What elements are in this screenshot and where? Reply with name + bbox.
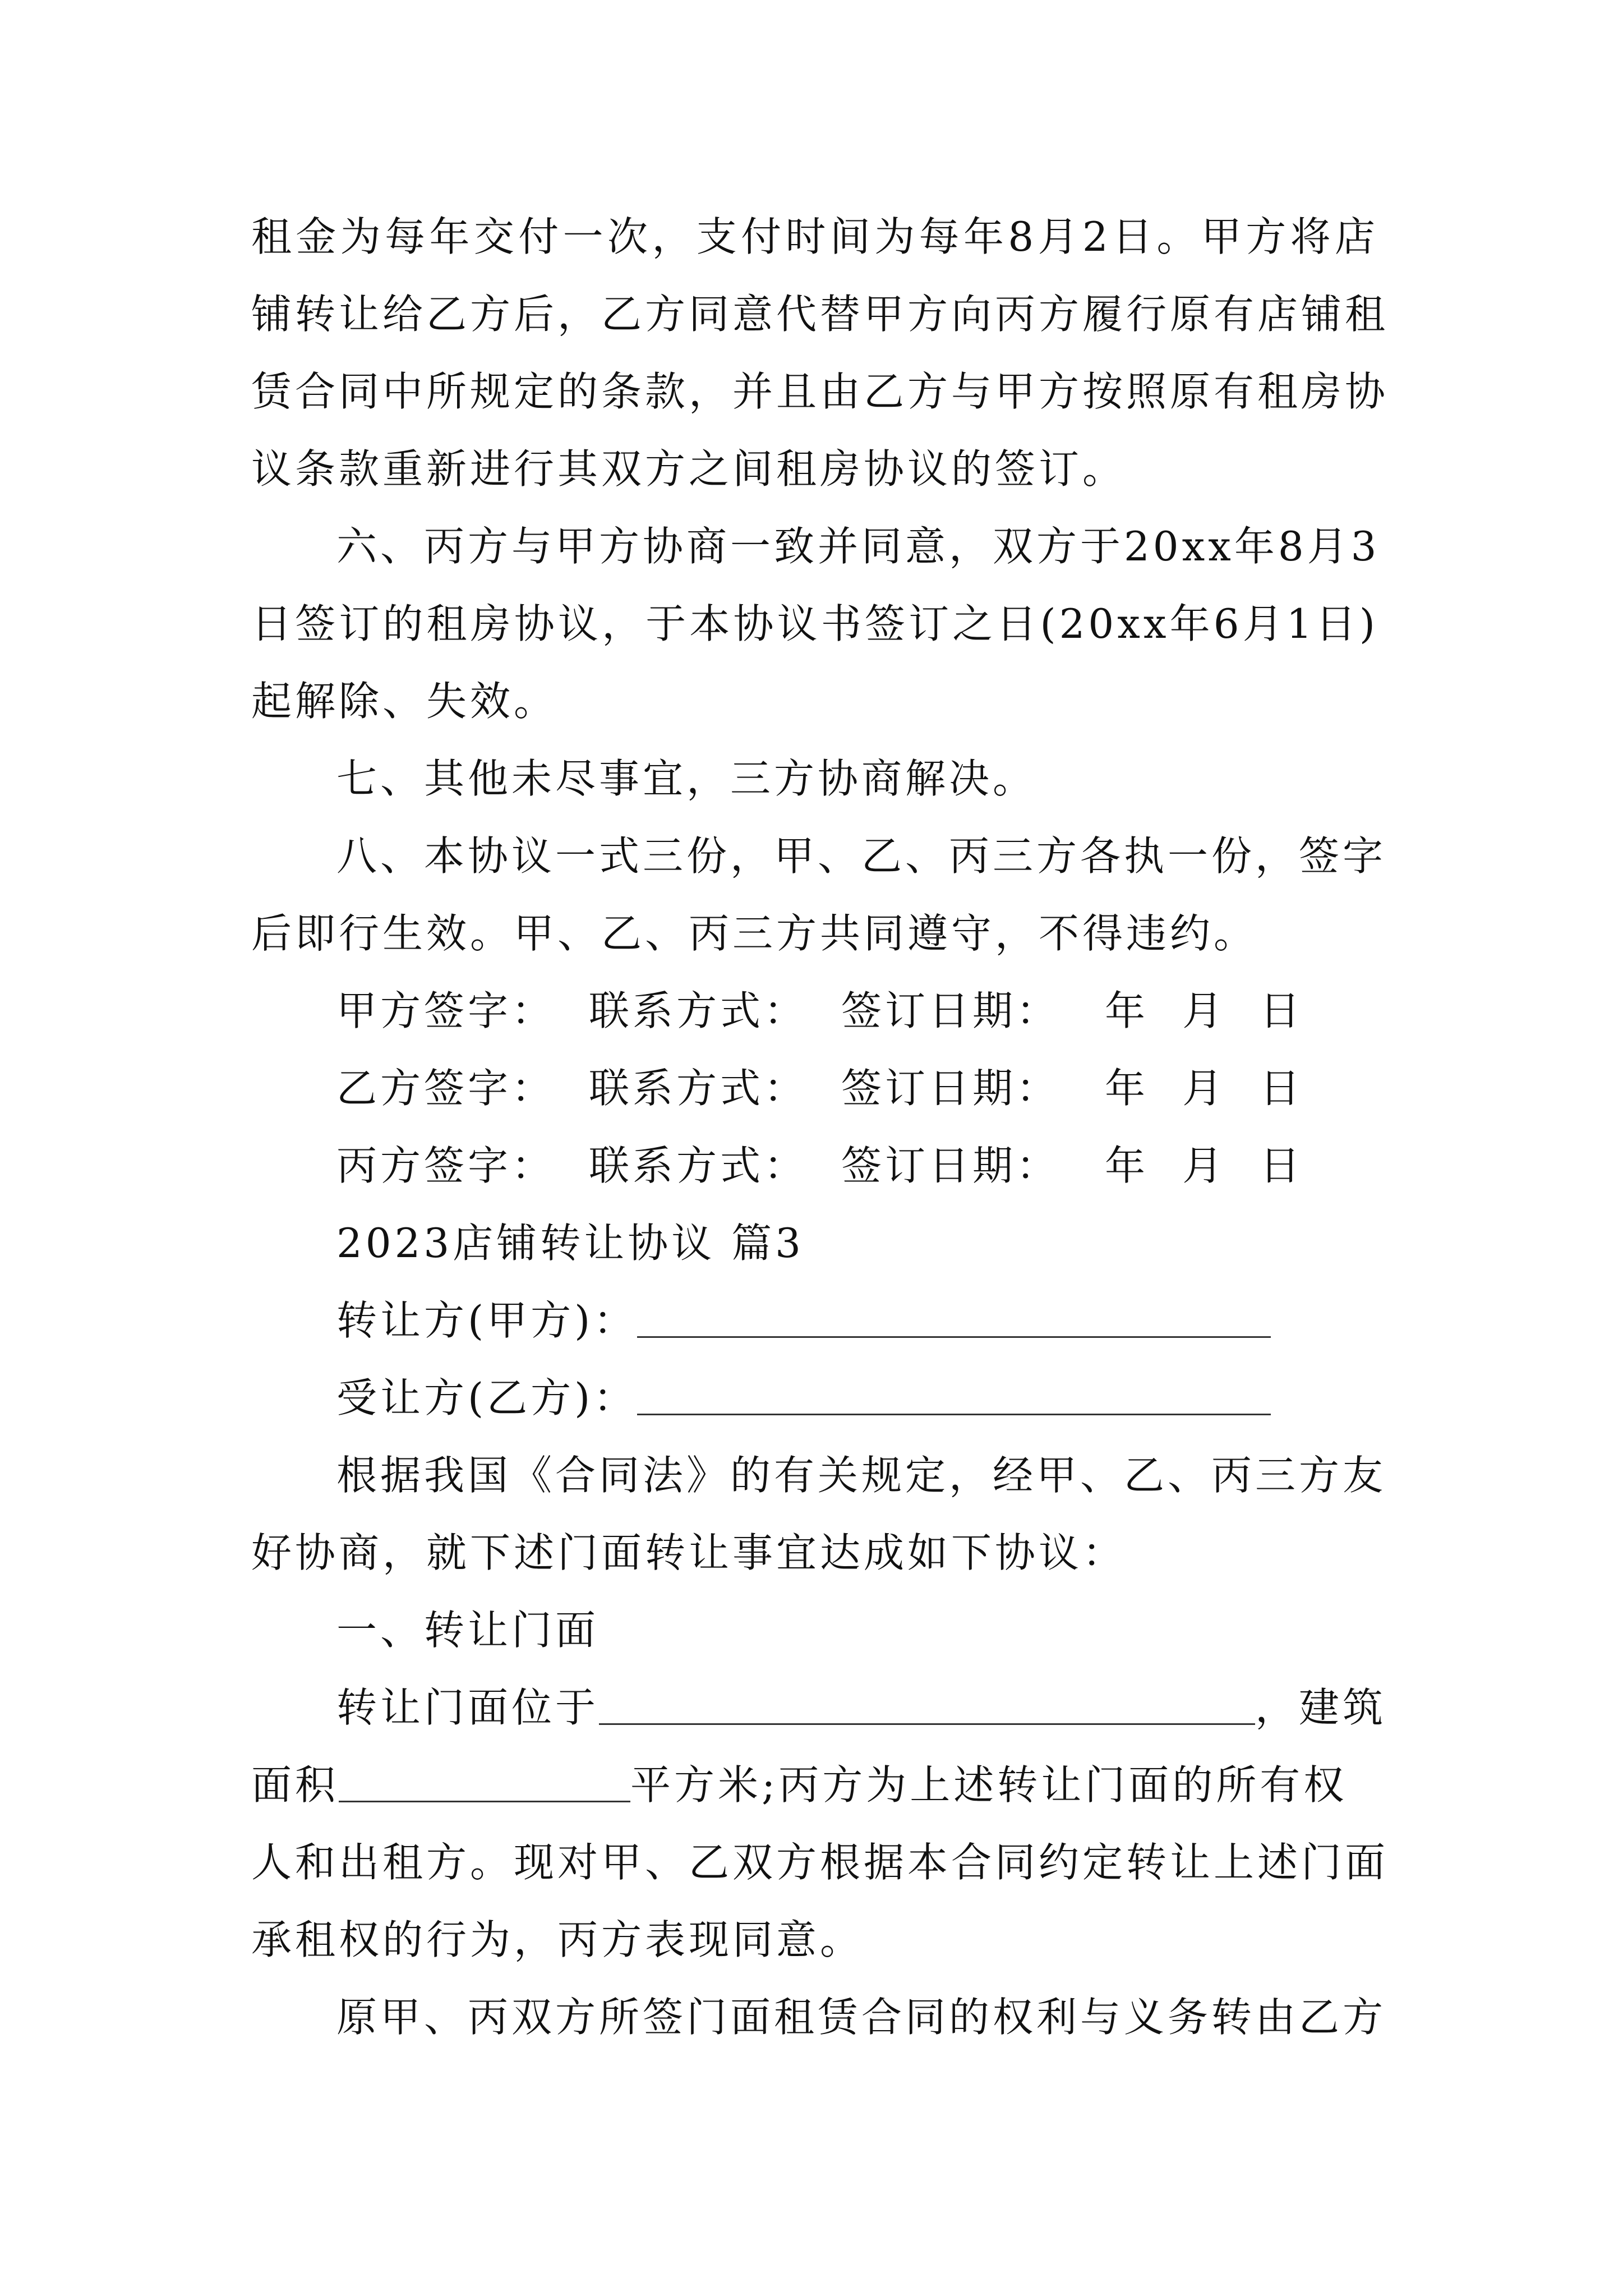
year-label: 年 <box>1105 1142 1149 1189</box>
day-label: 日 <box>1260 987 1304 1034</box>
contact-label: 联系方式： <box>589 1065 808 1112</box>
location-blank <box>599 1680 1255 1725</box>
paragraph-line: 赁合同中所规定的条款，并且由乙方与甲方按照原有租房协 <box>251 368 1389 415</box>
location-suffix: ，建筑 <box>1255 1684 1387 1731</box>
area-blank <box>339 1757 630 1802</box>
paragraph-line: 铺转让给乙方后，乙方同意代替甲方向丙方履行原有店铺租 <box>251 291 1389 338</box>
signature-row-yi <box>336 1060 1303 1116</box>
area-row <box>251 1757 1347 1813</box>
sign-date-label: 签订日期： <box>841 1065 1061 1112</box>
contact-label: 联系方式： <box>589 987 808 1034</box>
transferee-row <box>336 1370 1271 1426</box>
sign-date-label: 签订日期： <box>841 987 1061 1034</box>
paragraph-line: 根据我国《合同法》的有关规定，经甲、乙、丙三方友 <box>336 1452 1387 1499</box>
clause-seven: 七、其他未尽事宜，三方协商解决。 <box>336 755 1037 802</box>
month-label: 月 <box>1182 1142 1227 1189</box>
paragraph-line: 日签订的租房协议，于本协议书签订之日(20xx年6月1日) <box>251 600 1378 647</box>
transferor-row <box>336 1292 1271 1349</box>
location-row <box>336 1680 1386 1736</box>
transferee-label: 受让方(乙方)： <box>336 1374 638 1421</box>
clause-eight: 八、本协议一式三份，甲、乙、丙三方各执一份，签字 <box>336 832 1387 880</box>
paragraph-line: 议条款重新进行其双方之间租房协议的签订。 <box>251 445 1127 493</box>
month-label: 月 <box>1182 1065 1227 1112</box>
section-title: 2023店铺转让协议 篇3 <box>336 1220 804 1267</box>
day-label: 日 <box>1260 1142 1304 1189</box>
paragraph-line: 人和出租方。现对甲、乙双方根据本合同约定转让上述门面 <box>251 1839 1389 1886</box>
party-signature-label: 丙方签字： <box>336 1142 556 1189</box>
paragraph-line: 原甲、丙双方所签门面租赁合同的权利与义务转由乙方 <box>336 1994 1387 2041</box>
year-label: 年 <box>1105 1065 1149 1112</box>
paragraph-line: 好协商，就下述门面转让事宜达成如下协议： <box>251 1529 1127 1576</box>
contact-label: 联系方式： <box>589 1142 808 1189</box>
transferee-blank <box>637 1370 1271 1415</box>
area-suffix: 平方米;丙方为上述转让门面的所有权 <box>630 1761 1348 1809</box>
year-label: 年 <box>1105 987 1149 1034</box>
signature-row-bing <box>336 1138 1303 1194</box>
day-label: 日 <box>1260 1065 1304 1112</box>
location-prefix: 转让门面位于 <box>336 1684 600 1731</box>
paragraph-line: 后即行生效。甲、乙、丙三方共同遵守，不得违约。 <box>251 910 1258 957</box>
month-label: 月 <box>1182 987 1227 1034</box>
paragraph-line: 起解除、失效。 <box>251 678 558 725</box>
area-prefix: 面积 <box>251 1761 339 1809</box>
transferor-blank <box>637 1292 1271 1338</box>
paragraph-line: 承租权的行为，丙方表现同意。 <box>251 1916 864 1963</box>
transferor-label: 转让方(甲方)： <box>336 1297 638 1344</box>
heading-transfer-shop: 一、转让门面 <box>336 1607 600 1654</box>
signature-row-jia <box>336 983 1303 1039</box>
sign-date-label: 签订日期： <box>841 1142 1061 1189</box>
party-signature-label: 乙方签字： <box>336 1065 556 1112</box>
party-signature-label: 甲方签字： <box>336 987 556 1034</box>
paragraph-line: 租金为每年交付一次，支付时间为每年8月2日。甲方将店 <box>251 213 1378 260</box>
clause-six: 六、丙方与甲方协商一致并同意，双方于20xx年8月3 <box>336 523 1380 570</box>
